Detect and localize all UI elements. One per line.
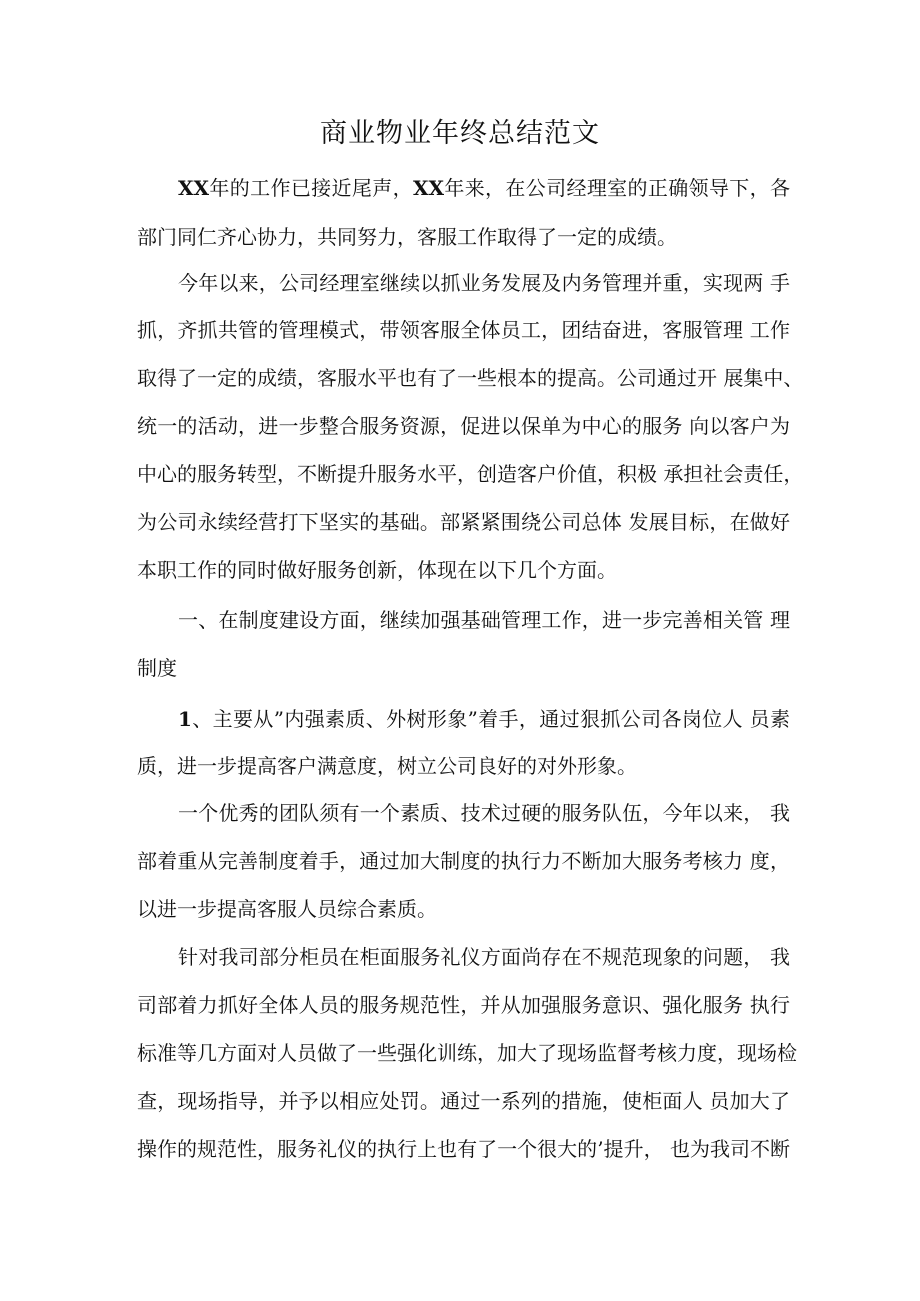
- emphasis-text: XX: [412, 176, 444, 200]
- text-run: 统一的活动，进一步整合服务资源，促进以保单为中心的服务 向以客户为: [137, 414, 790, 438]
- paragraph-line: [178, 798, 790, 828]
- text-run: 查，现场指导，并予以相应处罚。通过一系列的措施，使柜面人 员加大了: [137, 1089, 790, 1113]
- text-run: 以进一步提高客服人员综合素质。: [137, 897, 437, 921]
- paragraph-line: [137, 363, 804, 393]
- text-run: 今年以来，公司经理室继续以抓业务发展及内务管理并重，实现两 手: [178, 271, 790, 295]
- text-run: 一、在制度建设方面，继续加强基础管理工作，进一步完善相关管 理: [178, 608, 790, 632]
- text-run: 抓，齐抓共管的管理模式，带领客服全体员工，团结奋进，客服管理 工作: [137, 318, 790, 342]
- paragraph-line: [137, 1134, 790, 1164]
- paragraph-line: [137, 653, 790, 683]
- paragraph-line: [137, 411, 790, 441]
- paragraph-line: [178, 268, 790, 298]
- text-run: 一个优秀的团队须有一个素质、技术过硬的服务队伍，今年以来， 我: [178, 801, 790, 825]
- paragraph-line: [137, 1038, 797, 1068]
- text-run: 制度: [137, 656, 177, 680]
- text-run: 部门同仁齐心协力，共同努力，客服工作取得了一定的成绩。: [137, 225, 677, 249]
- text-run: 针对我司部分柜员在柜面服务礼仪方面尚存在不规范现象的问题， 我: [178, 945, 790, 969]
- text-run: 司部着力抓好全体人员的服务规范性，并从加强服务意识、强化服务 执行: [137, 993, 790, 1017]
- text-run: 中心的服务转型，不断提升服务水平，创造客户价值，积极 承担社会责任，: [137, 462, 804, 486]
- text-run: 质，进一步提高客户满意度，树立公司良好的对外形象。: [137, 754, 637, 778]
- emphasis-text: XX: [178, 176, 210, 200]
- text-run: 取得了一定的成绩，客服水平也有了一些根本的提高。公司通过开 展集中、: [137, 366, 804, 390]
- paragraph-line: [137, 1086, 790, 1116]
- text-run: 本职工作的同时做好服务创新，体现在以下几个方面。: [137, 558, 617, 582]
- text-run: 为公司永续经营打下坚实的基础。部紧紧围绕公司总体 发展目标，在做好: [137, 510, 790, 534]
- text-run: 操作的规范性，服务礼仪的执行上也有了一个很大的’提升， 也为我司不断: [137, 1137, 790, 1161]
- emphasis-text: 1: [178, 707, 192, 731]
- paragraph-line: [178, 605, 790, 635]
- text-run: 部着重从完善制度着手，通过加大制度的执行力不断加大服务考核力 度，: [137, 849, 790, 873]
- paragraph-line: [137, 894, 790, 924]
- paragraph-line: [178, 173, 790, 203]
- text-run: 标准等几方面对人员做了一些强化训练，加大了现场监督考核力度，现场检: [137, 1041, 797, 1065]
- paragraph-line: [178, 704, 790, 734]
- paragraph-line: [137, 990, 790, 1020]
- paragraph-line: [137, 846, 790, 876]
- text-run: 年的工作已接近尾声，: [209, 176, 413, 200]
- paragraph-line: [137, 222, 790, 252]
- paragraph-line: [137, 751, 790, 781]
- paragraph-line: [137, 315, 790, 345]
- text-run: 年来，在公司经理室的正确领导下，各: [444, 176, 791, 200]
- paragraph-line: [137, 459, 804, 489]
- paragraph-line: [137, 507, 790, 537]
- paragraph-line: [137, 555, 790, 585]
- text-run: 、主要从”内强素质、外树形象”着手，通过狠抓公司各岗位人 员素: [191, 707, 790, 731]
- paragraph-line: [178, 942, 790, 972]
- document-title: 商业物业年终总结范文: [320, 118, 600, 149]
